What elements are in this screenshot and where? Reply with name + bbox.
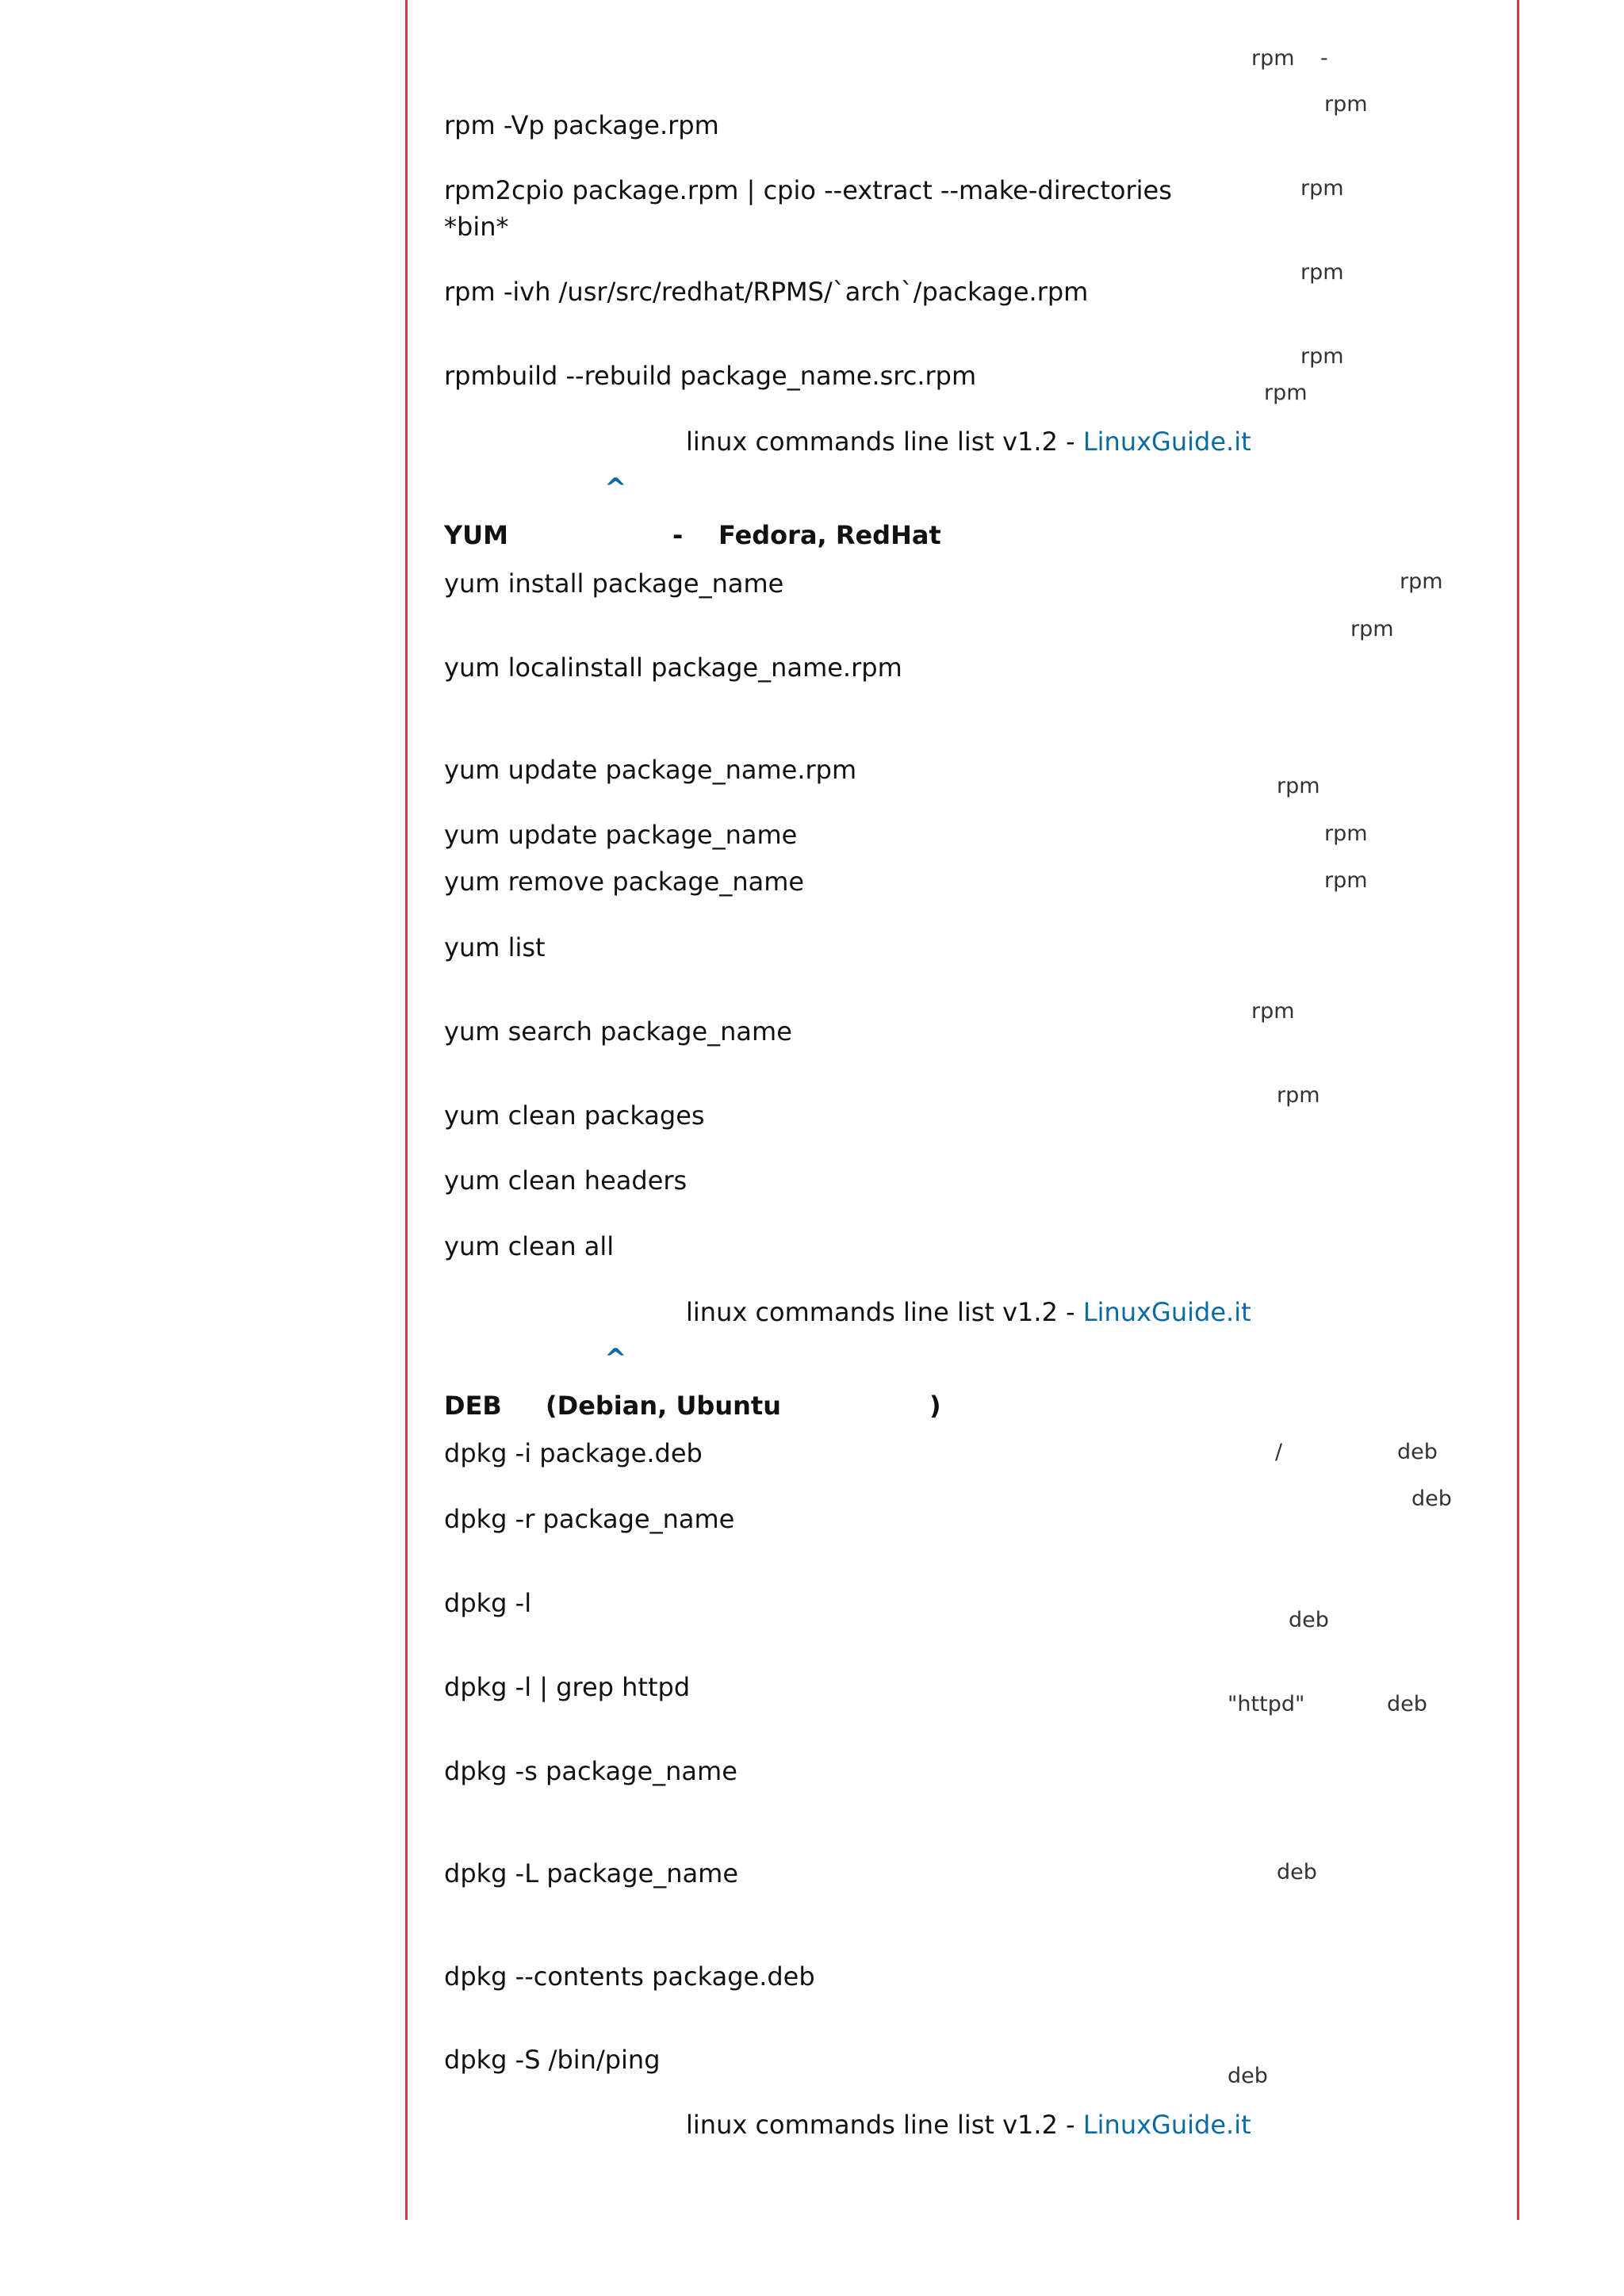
- note-rpm: rpm: [1300, 260, 1344, 285]
- footer-text: linux commands line list v1.2 -: [686, 427, 1083, 457]
- footer-text: linux commands line list v1.2 -: [686, 1297, 1083, 1327]
- note-httpd: "httpd": [1228, 1692, 1305, 1716]
- back-to-top-caret[interactable]: ^: [604, 1343, 627, 1375]
- command-yum-search: yum search package_name: [444, 1016, 792, 1047]
- right-margin-rule: [1517, 0, 1519, 2220]
- section-heading-yum-distros: Fedora, RedHat: [718, 520, 941, 550]
- note-deb: deb: [1397, 1440, 1438, 1464]
- note-deb: deb: [1277, 1860, 1317, 1885]
- footer-text: linux commands line list v1.2 -: [686, 2110, 1083, 2140]
- command-yum-list: yum list: [444, 932, 546, 962]
- footer-line: [686, 2107, 1251, 2143]
- command-yum-install: yum install package_name: [444, 568, 784, 599]
- note-rpm: rpm: [1324, 868, 1368, 893]
- note-rpm: rpm: [1251, 999, 1295, 1024]
- command-yum-localinstall: yum localinstall package_name.rpm: [444, 652, 902, 683]
- note-deb: deb: [1387, 1692, 1427, 1716]
- command-rpmbuild: rpmbuild --rebuild package_name.src.rpm: [444, 361, 977, 391]
- command-dpkg-r: dpkg -r package_name: [444, 1504, 735, 1534]
- command-dpkg-L: dpkg -L package_name: [444, 1858, 739, 1888]
- note-deb: deb: [1228, 2064, 1268, 2088]
- note-rpm: rpm: [1264, 381, 1308, 405]
- section-heading-yum-dash: -: [672, 520, 684, 550]
- note-rpm: rpm: [1324, 92, 1368, 117]
- note-rpm: rpm: [1324, 821, 1368, 846]
- command-dpkg-l: dpkg -l: [444, 1588, 532, 1618]
- note-rpm: rpm: [1300, 344, 1344, 369]
- section-heading-deb: DEB: [444, 1391, 502, 1421]
- section-heading-yum: YUM: [444, 520, 508, 550]
- command-rpm2cpio-cont: *bin*: [444, 212, 509, 242]
- command-dpkg-contents: dpkg --contents package.deb: [444, 1961, 815, 1992]
- section-heading-deb-close: ): [929, 1391, 941, 1421]
- command-dpkg-S: dpkg -S /bin/ping: [444, 2045, 661, 2075]
- command-rpm2cpio: rpm2cpio package.rpm | cpio --extract --make-directories: [444, 175, 1172, 205]
- note-rpm: rpm: [1251, 46, 1295, 71]
- command-dpkg-s: dpkg -s package_name: [444, 1756, 737, 1786]
- footer-link[interactable]: LinuxGuide.it: [1082, 427, 1251, 457]
- command-dpkg-i: dpkg -i package.deb: [444, 1438, 703, 1468]
- section-heading-deb-distros: (Debian, Ubuntu: [546, 1391, 781, 1421]
- note-deb: deb: [1289, 1608, 1329, 1632]
- note-rpm: rpm: [1350, 617, 1394, 641]
- note-slash: /: [1275, 1440, 1283, 1464]
- footer-line: [686, 423, 1251, 460]
- command-yum-update: yum update package_name: [444, 820, 798, 850]
- back-to-top-caret[interactable]: ^: [604, 473, 627, 504]
- note-rpm: rpm: [1277, 1083, 1320, 1108]
- note-deb: deb: [1411, 1487, 1452, 1511]
- left-margin-rule: [405, 0, 408, 2220]
- footer-link[interactable]: LinuxGuide.it: [1082, 2110, 1251, 2140]
- command-yum-clean-headers: yum clean headers: [444, 1165, 688, 1196]
- footer-line: [686, 1294, 1251, 1330]
- command-yum-update-rpm: yum update package_name.rpm: [444, 755, 857, 785]
- footer-link[interactable]: LinuxGuide.it: [1082, 1297, 1251, 1327]
- note-rpm: rpm: [1400, 569, 1443, 594]
- command-rpm-ivh: rpm -ivh /usr/src/redhat/RPMS/`arch`/package.rpm: [444, 277, 1089, 307]
- command-yum-remove: yum remove package_name: [444, 867, 805, 897]
- command-yum-clean-packages: yum clean packages: [444, 1100, 705, 1131]
- command-dpkg-l-grep: dpkg -l | grep httpd: [444, 1672, 691, 1702]
- command-rpm-vp: rpm -Vp package.rpm: [444, 110, 719, 140]
- note-rpm: rpm: [1300, 176, 1344, 201]
- note-dash: -: [1320, 46, 1328, 71]
- command-yum-clean-all: yum clean all: [444, 1231, 615, 1261]
- note-rpm: rpm: [1277, 774, 1320, 798]
